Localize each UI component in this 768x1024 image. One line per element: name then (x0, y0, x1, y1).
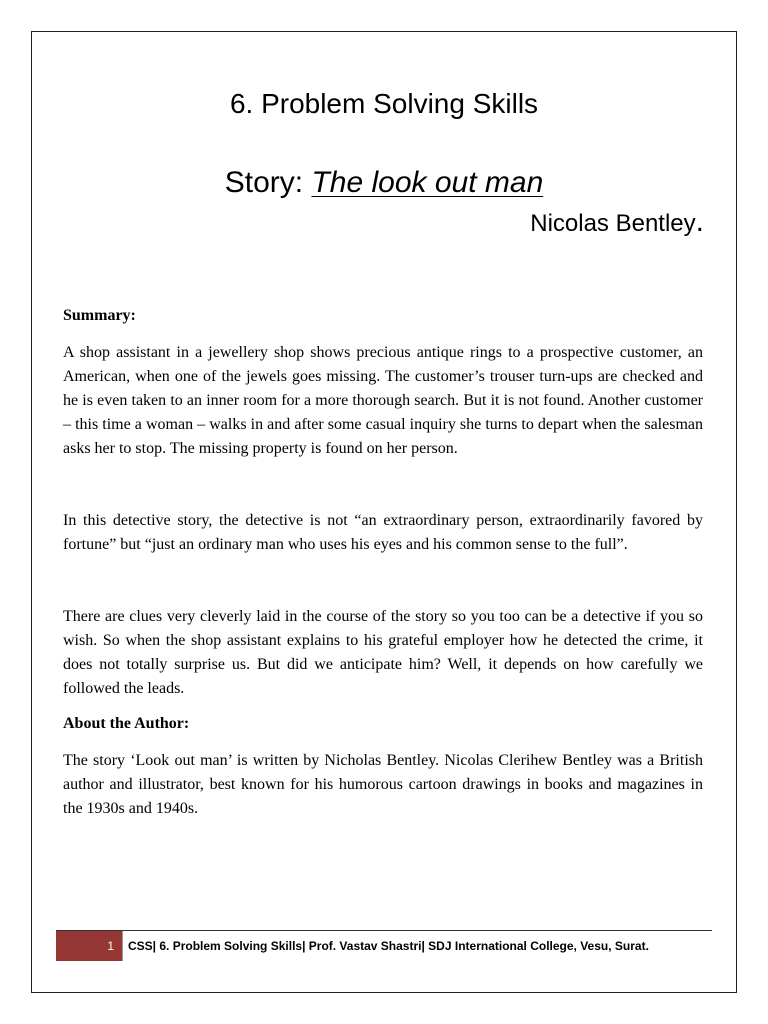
footer-divider (122, 931, 123, 961)
story-line (0, 164, 768, 202)
story-prefix: Story: (224, 166, 312, 199)
summary-heading: Summary: (63, 307, 136, 324)
footer-page-number: 1 (56, 931, 122, 961)
summary-paragraph-3: There are clues very cleverly laid in the course of the story so you too can be a detective if you so wish. So when the shop assistant explains to his grateful employer how he detected the crime, it does not totally surprise us. But did we anticipate him? Well, it depends on how carefully we followed the leads. (63, 608, 703, 697)
story-title: The look out man (311, 166, 544, 199)
document-body (63, 305, 703, 821)
about-author-heading: About the Author: (63, 715, 190, 732)
about-author-paragraph: The story ‘Look out man’ is written by Nicholas Bentley. Nicolas Clerihew Bentley was a British author and illustrator, best known for his humorous cartoon drawings in books and magazines in the 1930s and 1940s. (63, 752, 703, 817)
author-name: Nicolas Bentley (530, 210, 696, 237)
page-footer (56, 930, 712, 961)
story-author (530, 206, 704, 240)
summary-paragraph-2: In this detective story, the detective is not “an extraordinary person, extraordinarily favored by fortune” but “just an ordinary man who uses his eyes and his common sense to the full”. (63, 512, 703, 553)
footer-text: CSS| 6. Problem Solving Skills| Prof. Vastav Shastri| SDJ International College, Vesu, Surat. (128, 939, 649, 953)
author-period: . (695, 205, 704, 238)
summary-paragraph-1: A shop assistant in a jewellery shop shows precious antique rings to a prospective customer, an American, when one of the jewels goes missing. The customer’s trouser turn-ups are checked and he is even taken to an inner room for a more thorough search. But it is not found. Another customer – this time a woman – walks in and after some casual inquiry she turns to depart when the salesman asks her to stop. The missing property is found on her person. (63, 344, 703, 457)
chapter-title: 6. Problem Solving Skills (229, 88, 539, 119)
